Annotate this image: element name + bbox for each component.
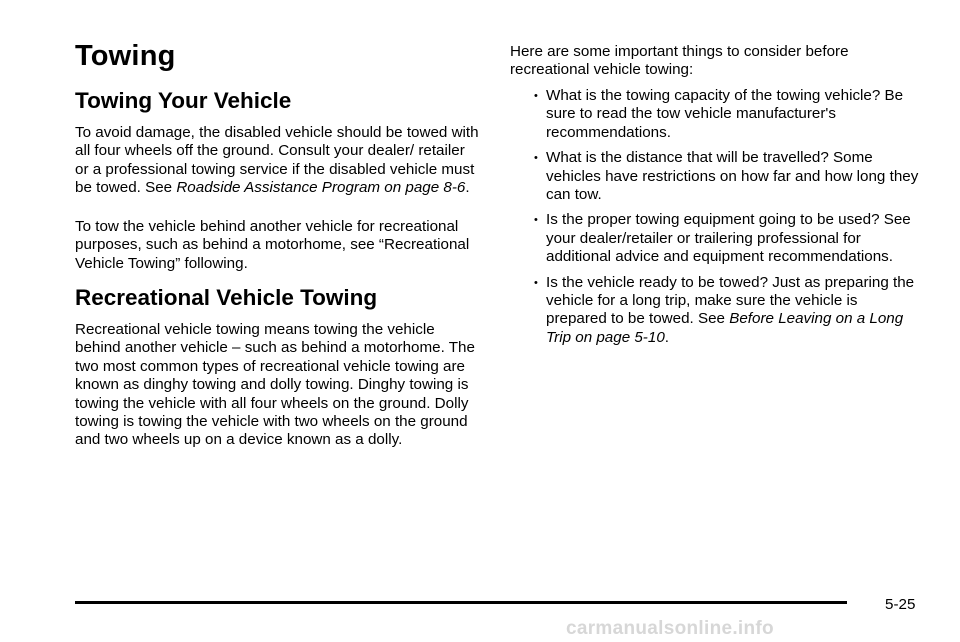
- list-item: [510, 274, 920, 348]
- section-title: Towing: [75, 40, 176, 72]
- page-number: 5-25: [885, 596, 916, 613]
- paragraph-recreational-towing-definition: Recreational vehicle towing means towing the vehicle behind another vehicle – such as behind a motorhome. The two most common types of recreational vehicle towing are known as dinghy towing and dolly towing. Dinghy towing is towing the vehicle with all four wheels on the ground. Dolly towing is towing the vehicle with two wheels on the ground and two wheels up on a device known as a dolly.: [75, 321, 475, 449]
- paragraph-end: .: [465, 179, 470, 197]
- bullet-icon: •: [534, 214, 538, 227]
- list-item: [510, 87, 920, 142]
- list-item-text: Is the vehicle ready to be towed? Just as preparing the vehicle for a long trip, make sure the vehicle is prepared to be towed. See: [546, 273, 915, 328]
- paragraph-considerations-intro: Here are some important things to consider before recreational vehicle towing:: [510, 43, 849, 79]
- paragraph-text: To avoid damage, the disabled vehicle should be towed with all four wheels off the ground. Consult your dealer/ retailer or a professional towing service if the disabled vehicle must be towed. See: [75, 124, 479, 197]
- considerations-list: [510, 87, 920, 354]
- cross-reference-roadside-assistance: Roadside Assistance Program on page 8‑6: [176, 179, 466, 197]
- list-item: [510, 149, 920, 204]
- list-item-text: What is the towing capacity of the towing vehicle? Be sure to read the tow vehicle manufacturer's recommendations.: [546, 87, 904, 141]
- paragraph-disabled-vehicle: [75, 124, 480, 198]
- footer-rule: [75, 601, 847, 604]
- bullet-icon: •: [534, 90, 538, 102]
- watermark: carmanualsonline.info: [566, 618, 774, 639]
- paragraph-recreational-purposes: To tow the vehicle behind another vehicle for recreational purposes, such as behind a motorhome, see “Recreational Vehicle Towing” following.: [75, 218, 470, 272]
- list-item-end: .: [664, 328, 669, 346]
- list-item-text: What is the distance that will be travelled? Some vehicles have restrictions on how far and how long they can tow.: [546, 149, 919, 204]
- heading-towing-your-vehicle: Towing Your Vehicle: [75, 88, 292, 113]
- list-item: [510, 211, 920, 266]
- bullet-icon: •: [534, 276, 538, 289]
- bullet-icon: •: [534, 152, 538, 165]
- cross-reference-long-trip: Before Leaving on a Long Trip on page 5‑10: [546, 310, 904, 346]
- list-item-text: Is the proper towing equipment going to be used? See your dealer/retailer or trailering professional for additional advice and equipment recommendations.: [546, 211, 911, 266]
- heading-recreational-vehicle-towing: Recreational Vehicle Towing: [75, 285, 378, 310]
